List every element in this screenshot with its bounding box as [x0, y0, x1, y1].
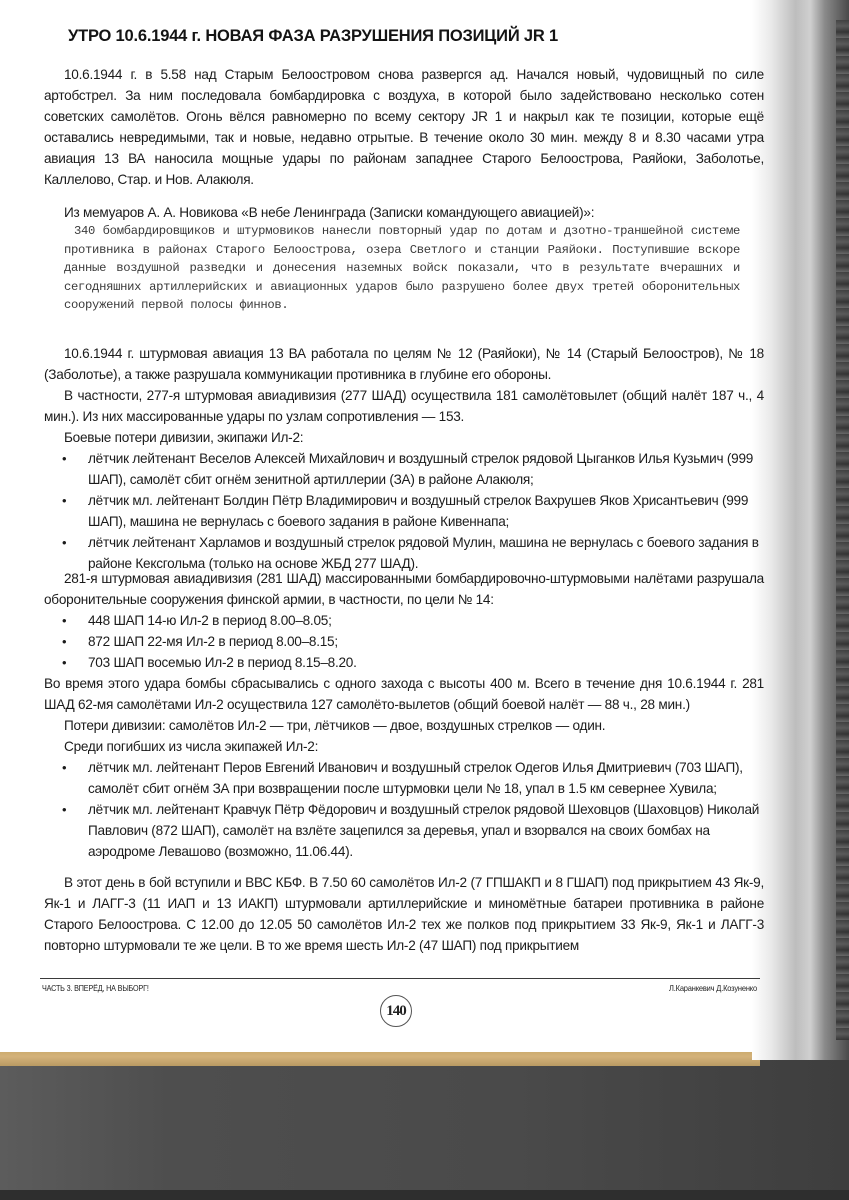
- book-binding-shadow: [752, 0, 849, 1060]
- losses-277-list: [44, 448, 764, 574]
- list-item: [44, 490, 764, 532]
- list-item: [44, 652, 764, 673]
- section-title: УТРО 10.6.1944 г. НОВАЯ ФАЗА РАЗРУШЕНИЯ ПОЗИЦИЙ JR 1: [68, 27, 558, 45]
- section-281-paragraph-1: 281-я штурмовая авиадивизия (281 ШАД) массированными бомбардировочно-штурмовыми налётами разрушала оборонительные сооружения финской армии, в частности, по цели № 14:: [44, 571, 764, 607]
- list-item-text: лётчик лейтенант Веселов Алексей Михайлович и воздушный стрелок рядовой Цыганков Илья Кузьмич (999 ШАП), самолёт сбит огнём зенитной артиллерии (ЗА) в районе Алакюля;: [88, 451, 754, 487]
- bullet-icon: •: [62, 634, 67, 649]
- memoir-quote-text: 340 бомбардировщиков и штурмовиков нанесли повторный удар по дотам и дзотно-траншейной системе противника в районах Старого Белоострова, озера Светлого и станции Раяйоки. Поступившие вскоре данные воздушной разведки и донесения наземных войск показали, что в результате вчерашних и сегодняшних артиллерийских и авиационных ударов было разрушено более двух третей оборонительных сооружений первой полосы финнов.: [64, 224, 740, 313]
- section-277-paragraph-2: В частности, 277-я штурмовая авиадивизия (277 ШАД) осуществила 181 самолётовылет (общий налёт 187 ч., 4 мин.). Из них массированные удары по узлам сопротивления — 153.: [44, 388, 764, 424]
- section-277-block: [44, 343, 764, 574]
- running-footer-section: ЧАСТЬ 3. ВПЕРЁД, НА ВЫБОРГ!: [42, 983, 149, 993]
- page-number: 140: [380, 995, 412, 1027]
- list-item-text: лётчик мл. лейтенант Болдин Пётр Владимирович и воздушный стрелок Вахрушев Яков Хрисантьевич (999 ШАП), машина не вернулась с боевого задания в районе Кивеннапа;: [88, 493, 749, 529]
- killed-281-list: [44, 757, 764, 862]
- list-item-text: 448 ШАП 14-ю Ил-2 в период 8.00–8.05;: [88, 613, 332, 628]
- section-277-paragraph-3: Боевые потери дивизии, экипажи Ил-2:: [64, 430, 304, 445]
- page-bottom-edge: [0, 1050, 760, 1066]
- kbf-paragraph: В этот день в бой вступили и ВВС КБФ. В 7.50 60 самолётов Ил-2 (7 ГПШАКП и 8 ГШАП) под прикрытием 43 Як-9, Як-1 и ЛАГГ-3 (11 ИАП и 13 ИАКП) штурмовали артиллерийские и миномётные батареи противника в районе Старого Белоострова. С 12.00 до 12.05 50 самолётов Ил-2 тех же полков под прикрытием 33 Як-9, Як-1 и ЛАГГ-3 повторно штурмовали те же цели. В то же время шесть Ил-2 (47 ШАП) под прикрытием: [44, 875, 764, 953]
- quote-source: Из мемуаров А. А. Новикова «В небе Ленинграда (Записки командующего авиацией)»:: [64, 205, 595, 220]
- kbf-block: [44, 872, 764, 956]
- sorties-281-list: [44, 610, 764, 673]
- list-item: [44, 757, 764, 799]
- bullet-icon: •: [62, 613, 67, 628]
- list-item-text: лётчик мл. лейтенант Кравчук Пётр Фёдорович и воздушный стрелок рядовой Шеховцов (Шаховцов) Николай Павлович (872 ШАП), самолёт на взлёте зацепился за деревья, упал и взорвался на своих бомбах на аэродроме Левашово (возможно, 11.06.44).: [88, 802, 760, 859]
- bullet-icon: •: [62, 535, 67, 550]
- section-281-paragraph-4: Среди погибших из числа экипажей Ил-2:: [64, 739, 319, 754]
- scanner-bottom-edge: [0, 1190, 849, 1200]
- list-item-text: лётчик мл. лейтенант Перов Евгений Иванович и воздушный стрелок Одегов Илья Дмитриевич (703 ШАП), самолёт сбит огнём ЗА при возвращении после штурмовки цели № 18, упал в 1.5 км севернее Хувила;: [88, 760, 743, 796]
- bullet-icon: •: [62, 493, 67, 508]
- bullet-icon: •: [62, 802, 67, 817]
- bullet-icon: •: [62, 760, 67, 775]
- list-item-text: 872 ШАП 22-мя Ил-2 в период 8.00–8.15;: [88, 634, 338, 649]
- list-item: [44, 610, 764, 631]
- facing-page-photo-edge: [836, 20, 849, 1040]
- list-item-text: 703 ШАП восемью Ил-2 в период 8.15–8.20.: [88, 655, 357, 670]
- running-footer-authors: Л.Каранкевич Д.Козуненко: [669, 983, 757, 993]
- memoir-quote: [64, 222, 740, 315]
- section-281-paragraph-3: Потери дивизии: самолётов Ил-2 — три, лётчиков — двое, воздушных стрелков — один.: [64, 718, 606, 733]
- footer-divider: [40, 978, 760, 979]
- section-281-paragraph-2: Во время этого удара бомбы сбрасывались с одного захода с высоты 400 м. Всего в течение дня 10.6.1944 г. 281 ШАД 62-мя самолётами Ил-2 осуществила 127 самолёто-вылетов (общий боевой налёт — 88 ч., 28 мин.): [44, 676, 764, 712]
- list-item-text: лётчик лейтенант Харламов и воздушный стрелок рядовой Мулин, машина не вернулась с боевого задания в районе Кексгольма (только на основе ЖБД 277 ШАД).: [88, 535, 759, 571]
- intro-block: [44, 64, 764, 190]
- list-item: [44, 799, 764, 862]
- intro-paragraph: 10.6.1944 г. в 5.58 над Старым Белоостровом снова развергся ад. Начался новый, чудовищный по силе артобстрел. За ним последовала бомбардировка с воздуха, в которой было задействовано несколько сотен советских самолётов. Огонь вёлся равномерно по всему сектору JR 1 и накрыл как те позиции, которые ещё оставались невредимыми, так и новые, недавно отрытые. В течение около 30 мин. между 8 и 8.30 часами утра авиация 13 ВА наносила мощные удары по районам западнее Старого Белоострова, Раяйоки, Заболотье, Каллелово, Стар. и Нов. Алакюля.: [44, 67, 764, 187]
- bullet-icon: •: [62, 655, 67, 670]
- section-277-paragraph-1: 10.6.1944 г. штурмовая авиация 13 ВА работала по целям № 12 (Раяйоки), № 14 (Старый Белоостров), № 18 (Заболотье), а также разрушала коммуникации противника в глубине его обороны.: [44, 346, 764, 382]
- bullet-icon: •: [62, 451, 67, 466]
- list-item: [44, 448, 764, 490]
- list-item: [44, 631, 764, 652]
- section-281-block: [44, 568, 764, 862]
- scanner-background: [0, 1052, 849, 1200]
